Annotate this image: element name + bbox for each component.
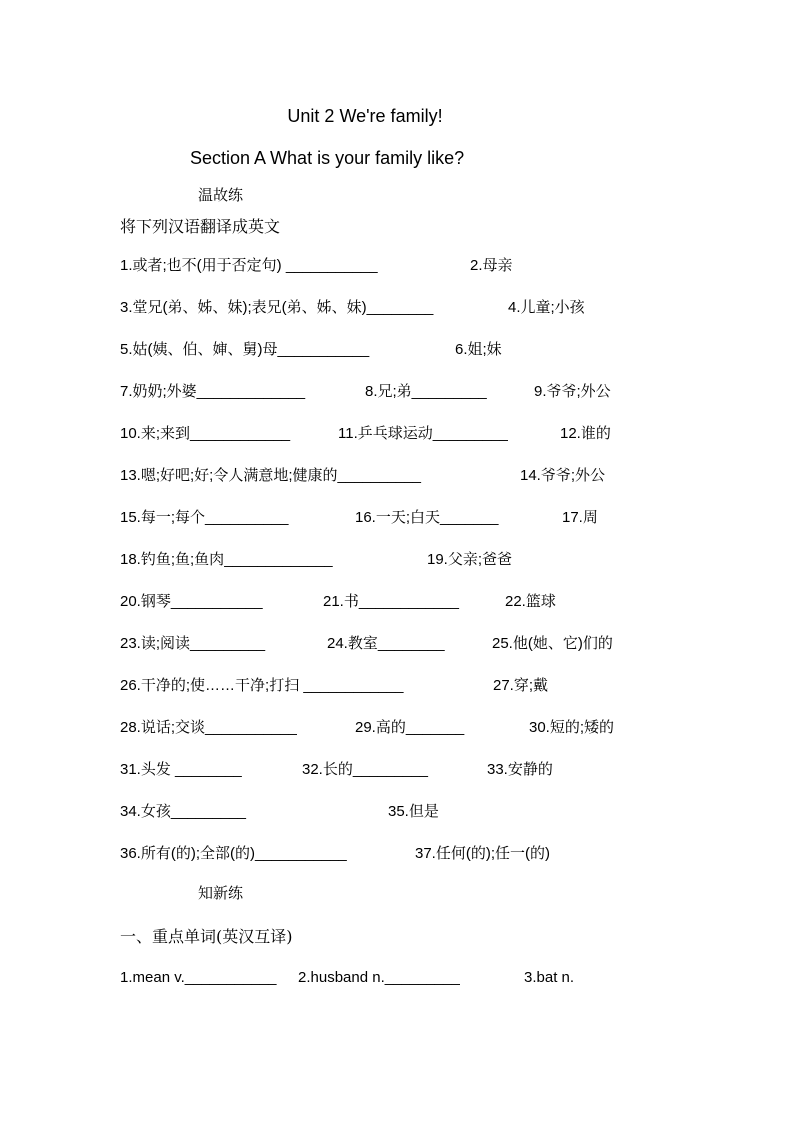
vocabulary-item: 26.干净的;使……干净;打扫 ____________ bbox=[120, 677, 404, 694]
vocabulary-row bbox=[120, 547, 780, 573]
vocabulary-item: 17.周 bbox=[562, 509, 598, 526]
page-title: Unit 2 We're family! bbox=[287, 106, 443, 126]
vocabulary-item: 18.钓鱼;鱼;鱼肉_____________ bbox=[120, 551, 333, 568]
vocabulary-item: 4.儿童;小孩 bbox=[508, 299, 585, 316]
vocabulary-row bbox=[120, 799, 780, 825]
vocabulary-item: 28.说话;交谈___________ bbox=[120, 719, 297, 736]
vocabulary-item: 21.书____________ bbox=[323, 593, 459, 610]
vocabulary-row bbox=[120, 379, 780, 405]
vocabulary-item: 8.兄;弟_________ bbox=[365, 383, 487, 400]
part-one-heading: 一、重点单词(英汉互译) bbox=[120, 927, 293, 946]
vocabulary-item: 27.穿;戴 bbox=[493, 677, 549, 694]
vocabulary-item: 25.他(她、它)们的 bbox=[492, 635, 613, 652]
vocabulary-item: 30.短的;矮的 bbox=[529, 719, 615, 736]
vocabulary-item: 31.头发 ________ bbox=[120, 761, 242, 778]
vocabulary-item: 19.父亲;爸爸 bbox=[427, 551, 513, 568]
vocabulary-item: 37.任何(的);任一(的) bbox=[415, 845, 551, 862]
vocabulary-item: 9.爷爷;外公 bbox=[534, 383, 611, 400]
section-subtitle: Section A What is your family like? bbox=[190, 148, 465, 168]
vocabulary-row bbox=[120, 253, 780, 279]
vocabulary-row bbox=[120, 463, 780, 489]
vocabulary-row bbox=[120, 295, 780, 321]
vocabulary-row bbox=[120, 589, 780, 615]
vocabulary-item: 6.姐;妹 bbox=[455, 341, 502, 358]
vocabulary-row bbox=[120, 631, 780, 657]
part-one-item: 3.bat n. bbox=[524, 969, 575, 986]
vocabulary-row bbox=[120, 673, 780, 699]
vocabulary-item: 2.母亲 bbox=[470, 257, 513, 274]
part-one-item: 2.husband n._________ bbox=[298, 969, 460, 986]
vocabulary-item: 36.所有(的);全部(的)___________ bbox=[120, 845, 347, 862]
vocabulary-item: 24.教室________ bbox=[327, 635, 445, 652]
vocabulary-row bbox=[120, 841, 780, 867]
vocabulary-item: 12.谁的 bbox=[560, 425, 611, 442]
vocabulary-item: 34.女孩_________ bbox=[120, 803, 246, 820]
vocabulary-item: 15.每一;每个__________ bbox=[120, 509, 289, 526]
vocabulary-item: 16.一天;白天_______ bbox=[355, 509, 499, 526]
vocabulary-item: 35.但是 bbox=[388, 803, 439, 820]
vocabulary-item: 22.篮球 bbox=[505, 593, 556, 610]
vocabulary-row bbox=[120, 757, 780, 783]
vocabulary-item: 10.来;来到____________ bbox=[120, 425, 291, 442]
vocabulary-item: 32.长的_________ bbox=[302, 761, 428, 778]
new-practice-label: 知新练 bbox=[198, 884, 244, 902]
vocabulary-item: 7.奶奶;外婆_____________ bbox=[120, 383, 306, 400]
vocabulary-row bbox=[120, 505, 780, 531]
vocabulary-item: 11.乒乓球运动_________ bbox=[338, 425, 508, 442]
part-one-item: 1.mean v.___________ bbox=[120, 969, 277, 986]
vocabulary-row bbox=[120, 715, 780, 741]
vocabulary-item: 23.读;阅读_________ bbox=[120, 635, 266, 652]
vocabulary-item: 33.安静的 bbox=[487, 761, 553, 778]
vocabulary-item: 1.或者;也不(用于否定句) ___________ bbox=[120, 257, 378, 274]
vocabulary-item: 29.高的_______ bbox=[355, 719, 465, 736]
vocabulary-row bbox=[120, 337, 780, 363]
review-label: 温故练 bbox=[198, 186, 244, 204]
vocabulary-item: 3.堂兄(弟、姊、妹);表兄(弟、姊、妹)________ bbox=[120, 299, 434, 316]
part-one-row bbox=[120, 965, 780, 991]
instruction: 将下列汉语翻译成英文 bbox=[120, 217, 281, 236]
vocabulary-item: 13.嗯;好吧;好;令人满意地;健康的__________ bbox=[120, 467, 421, 484]
vocabulary-item: 20.钢琴___________ bbox=[120, 593, 263, 610]
vocabulary-item: 5.姑(姨、伯、婶、舅)母___________ bbox=[120, 341, 370, 358]
vocabulary-row bbox=[120, 421, 780, 447]
vocabulary-item: 14.爷爷;外公 bbox=[520, 467, 606, 484]
